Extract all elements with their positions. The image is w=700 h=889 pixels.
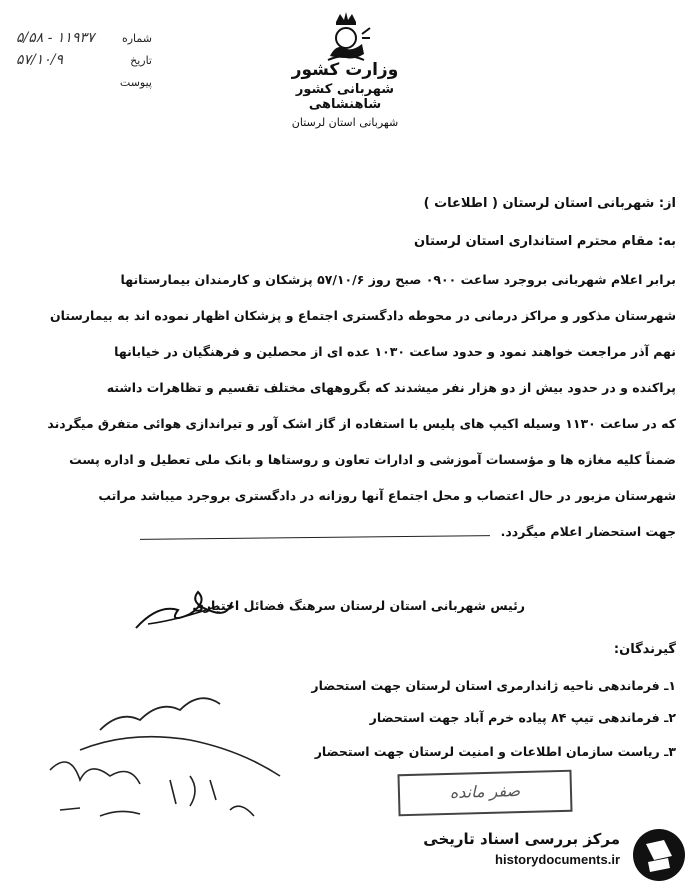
ministry-title: وزارت کشور	[291, 60, 399, 80]
lion-and-sun-emblem-icon	[318, 8, 374, 64]
letter-body	[36, 262, 676, 550]
police-title: شهربانی کشور شاهنشاهی	[295, 82, 395, 112]
to-line: به: مقام محترم استانداری استان لرستان	[414, 234, 676, 249]
recipient-item: ۳ـ ریاست سازمان اطلاعات و امنیت لرستان جهت استحضار	[314, 744, 676, 759]
handwritten-notes-icon	[40, 680, 300, 840]
ministry-header	[260, 60, 430, 129]
stamp-text: صفر مانده	[449, 781, 521, 802]
body-line: پراکنده و در حدود بیش از دو هزار نفر میشدند که بگروههای مختلف تقسیم و تظاهرات داشته	[106, 380, 676, 395]
document-meta	[14, 30, 164, 96]
watermark	[423, 830, 620, 867]
recipient-item: ۱ـ فرماندهی ناحیه ژاندارمری استان لرستان جهت استحضار	[311, 678, 676, 693]
province-police-title: شهربانی استان لرستان	[291, 116, 399, 129]
body-line: که در ساعت ۱۱۳۰ وسیله اکیپ های پلیس با استفاده از گاز اشک آور و تیراندازی هوائی متفرق میگردند	[47, 416, 676, 431]
number-label: شماره	[121, 32, 152, 45]
body-line: نهم آذر مراجعت خواهند نمود و حدود ساعت ۱۰۳۰ عده ای از محصلین و فرهنگیان در خیابانها	[114, 344, 676, 359]
body-line: برابر اعلام شهربانی بروجرد ساعت ۰۹۰۰ صبح روز ۵۷/۱۰/۶ پزشکان و کارمندان بیمارستانها	[120, 272, 676, 287]
recipients-title: گیرندگان:	[613, 642, 676, 657]
signature-scribble-icon	[128, 584, 238, 634]
number-value: ۵/۵۸ - ۱۱۹۳۷	[16, 30, 95, 46]
archive-logo-icon	[630, 826, 688, 884]
body-line: شهرستان مزبور در حال اعتصاب و محل اجتماع آنها روزانه در دادگستری بروجرد میباشد مراتب	[98, 488, 676, 503]
attachment-label: پیوست	[119, 76, 152, 89]
watermark-name: مرکز بررسی اسناد تاریخی	[423, 830, 620, 848]
body-line: شهرستان مذکور و مراکز درمانی در محوطه دادگستری اجتماع و پزشکان اظهار نموده اند به بیمارستان	[50, 308, 676, 323]
from-line: از: شهربانی استان لرستان ( اطلاعات )	[423, 196, 676, 211]
stamp-box	[397, 770, 572, 817]
date-label: تاریخ	[130, 54, 152, 67]
date-value: ۵۷/۱۰/۹	[16, 52, 64, 68]
signature-title: رئیس شهربانی استان لرستان سرهنگ فضائل اختیاری	[192, 598, 525, 613]
watermark-url: historydocuments.ir	[495, 852, 620, 867]
meta-number	[14, 30, 164, 52]
meta-date	[14, 52, 164, 74]
recipient-item: ۲ـ فرماندهی تیپ ۸۴ پیاده خرم آباد جهت استحضار	[369, 710, 676, 725]
meta-attachment	[14, 74, 164, 96]
body-line: جهت استحضار اعلام میگردد.	[500, 524, 676, 539]
body-line: ضمناً کلیه مغازه ها و مؤسسات آموزشی و ادارات تعاون و روستاها و بانک ملی تعطیل و اداره پست	[69, 452, 676, 467]
